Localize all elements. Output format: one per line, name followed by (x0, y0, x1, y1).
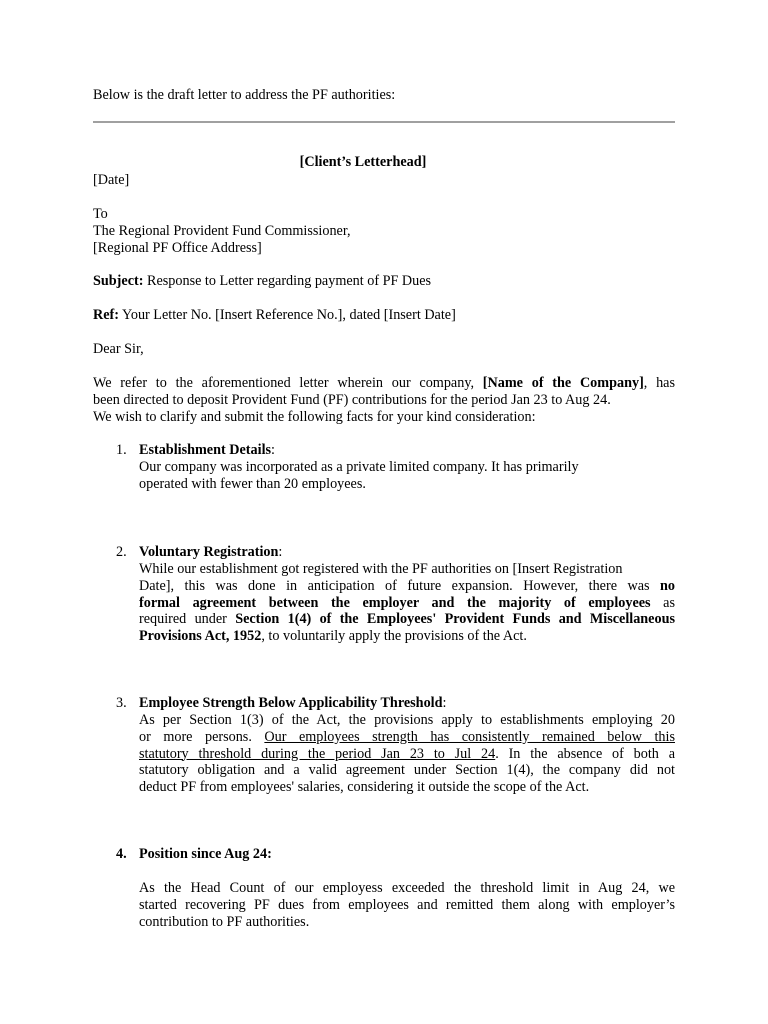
item-4-line-1: As the Head Count of our employess exceeded the threshold limit in Aug 24, we (139, 880, 675, 896)
item-2-heading (139, 544, 675, 561)
subject-text: Response to Letter regarding payment of PF Dues (143, 273, 432, 289)
addressee-name: The Regional Provident Fund Commissioner, (93, 222, 351, 239)
item-2-line-3 (139, 595, 675, 612)
company-name-placeholder: [Name of the Company] (482, 375, 644, 391)
item-4-number: 4. (116, 846, 127, 862)
item-3-number: 3. (116, 695, 127, 711)
item-2-line-5 (139, 628, 675, 645)
horizontal-divider (93, 121, 675, 123)
item-3-heading (139, 695, 675, 712)
subject-label: Subject: (93, 273, 144, 289)
item-3-body (139, 712, 675, 796)
item-2-line-5a: Provisions Act, 1952 (139, 628, 262, 645)
addressee-to: To (93, 206, 108, 222)
addressee-block (93, 206, 675, 256)
opening-line-1 (93, 375, 675, 392)
item-4-line-3: contribution to PF authorities. (139, 913, 310, 930)
item-1-number: 1. (116, 442, 127, 458)
ref-label: Ref: (93, 307, 119, 323)
item-3-line-2a: or more persons. (139, 728, 265, 745)
item-3-line-3a-underlined: statutory threshold during the period Jan 23 to Jul 24 (139, 745, 496, 762)
item-2-line-4b: Section 1(4) of the Employees' Provident Funds and Miscellaneous (235, 611, 675, 628)
item-4-line-2: started recovering PF dues from employees and remitted them along with employer’s (139, 896, 675, 913)
item-2-line-4 (139, 611, 675, 628)
opening-text-a: We refer to the aforementioned letter wherein our company, (93, 375, 483, 391)
salutation: Dear Sir, (93, 341, 144, 357)
opening-text-b: , has (643, 375, 675, 391)
subject-line (93, 273, 675, 290)
item-1-line-2: operated with fewer than 20 employees. (139, 475, 366, 492)
letterhead-placeholder: [Client’s Letterhead] (299, 154, 427, 170)
item-2-colon: : (278, 544, 283, 560)
item-1-heading-text: Establishment Details (139, 442, 272, 458)
item-3-line-5: deduct PF from employees' salaries, considering it outside the scope of the Act. (139, 779, 590, 796)
opening-line-2: been directed to deposit Provident Fund (PF) contributions for the period Jan 23 to Aug 24. (93, 391, 611, 408)
item-1-colon: : (271, 442, 275, 458)
item-2-line-5b: , to voluntarily apply the provisions of the Act. (261, 628, 527, 645)
opening-line-3: We wish to clarify and submit the following facts for your kind consideration: (93, 408, 536, 425)
opening-paragraph (93, 375, 675, 425)
item-1-heading (139, 442, 675, 459)
item-2-line-3a: formal agreement between the employer and the majority of employees (139, 594, 651, 611)
item-2-line-3b: as (650, 594, 675, 611)
item-2-number: 2. (116, 544, 127, 560)
item-4-heading (139, 846, 675, 863)
item-3-colon: : (442, 695, 447, 711)
item-1-body (139, 459, 675, 493)
addressee-address: [Regional PF Office Address] (93, 239, 262, 256)
item-2-line-1: While our establishment got registered with the PF authorities on [Insert Registration (139, 561, 623, 577)
item-3-line-2 (139, 729, 675, 746)
item-3-heading-text: Employee Strength Below Applicability Threshold (139, 695, 443, 711)
item-2-line-2 (139, 578, 675, 595)
item-3-line-3b: . In the absence of both a (495, 745, 675, 762)
item-2-line-2b: no (660, 577, 675, 594)
item-2-line-4a: required under (139, 611, 236, 628)
date-placeholder: [Date] (93, 172, 130, 188)
item-4-body (139, 880, 675, 930)
item-2-body (139, 561, 675, 645)
ref-text: Your Letter No. [Insert Reference No.], dated [Insert Date] (119, 307, 456, 323)
reference-line (93, 307, 675, 324)
item-3-line-2b-underlined: Our employees strength has consistently remained below this (264, 728, 675, 745)
item-3-line-4: statutory obligation and a valid agreement under Section 1(4), the company did not (139, 762, 675, 779)
item-3-line-1: As per Section 1(3) of the Act, the provisions apply to establishments employing 20 (139, 712, 675, 728)
item-1-line-1: Our company was incorporated as a private limited company. It has primarily (139, 459, 579, 475)
intro-text: Below is the draft letter to address the PF authorities: (93, 87, 396, 103)
item-3-line-3 (139, 746, 675, 763)
item-4-heading-text: Position since Aug 24: (139, 846, 272, 862)
item-2-line-2a: Date], this was done in anticipation of future expansion. However, there was (139, 577, 661, 594)
item-2-heading-text: Voluntary Registration (139, 544, 279, 560)
